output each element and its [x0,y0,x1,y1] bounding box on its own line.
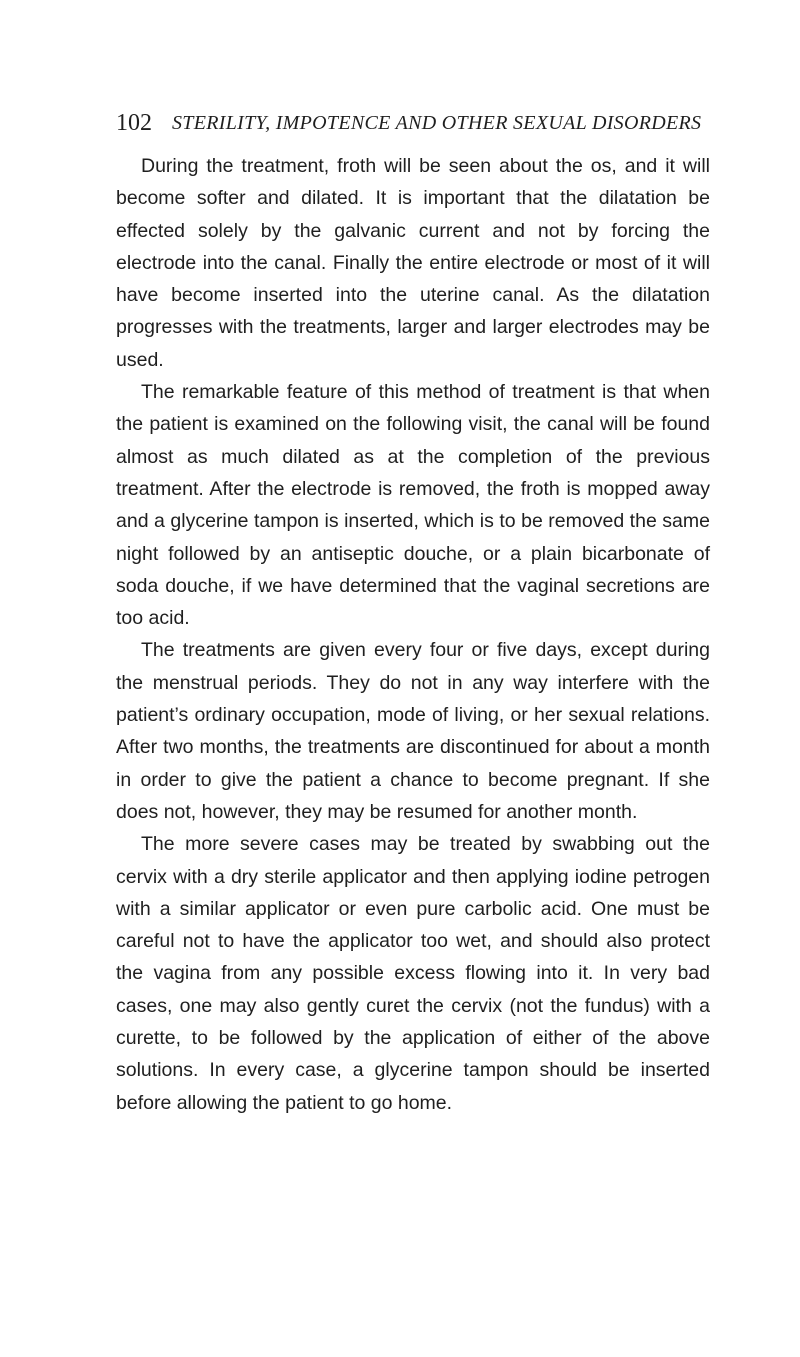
running-head [116,108,716,138]
paragraph-3: The treatments are given every four or five days, except during the menstrual periods. They do not in any way interfere with the patient’s ordinary occupation, mode of living, or her sexual relations. After two months, the treatments are discontinued for about a month in order to give the patient a chance to become pregnant. If she does not, however, they may be resumed for another month. [116,639,710,823]
body-text [116,150,710,1119]
running-title: STERILITY, IMPOTENCE AND OTHER SEXUAL DISORDERS [172,112,702,134]
paragraph-1: During the treatment, froth will be seen about the os, and it will become softer and dilated. It is important that the dilatation be effected solely by the galvanic current and not by forcing the electrode into the canal. Finally the entire electrode or most of it will have become inserted into the uterine canal. As the dilatation progresses with the treatments, larger and larger electrodes may be used. [116,155,710,371]
page-number: 102 [116,110,152,136]
paragraph-2: The remarkable feature of this method of treatment is that when the patient is examined on the following visit, the canal will be found almost as much dilated as at the completion of the previous treatment. After the electrode is removed, the froth is mopped away and a glycerine tampon is inserted, which is to be removed the same night followed by an antiseptic douche, or a plain bicarbonate of soda douche, if we have determined that the vaginal secretions are too acid. [116,381,710,630]
paragraph-4: The more severe cases may be treated by swabbing out the cervix with a dry sterile applicator and then applying iodine petrogen with a similar applicator or even pure carbolic acid. One must be careful not to have the applicator too wet, and should also protect the vagina from any possible excess flowing into it. In very bad cases, one may also gently curet the cervix (not the fundus) with a curette, to be followed by the application of either of the above solutions. In every case, a glycerine tampon should be inserted before allowing the patient to go home. [116,833,710,1114]
